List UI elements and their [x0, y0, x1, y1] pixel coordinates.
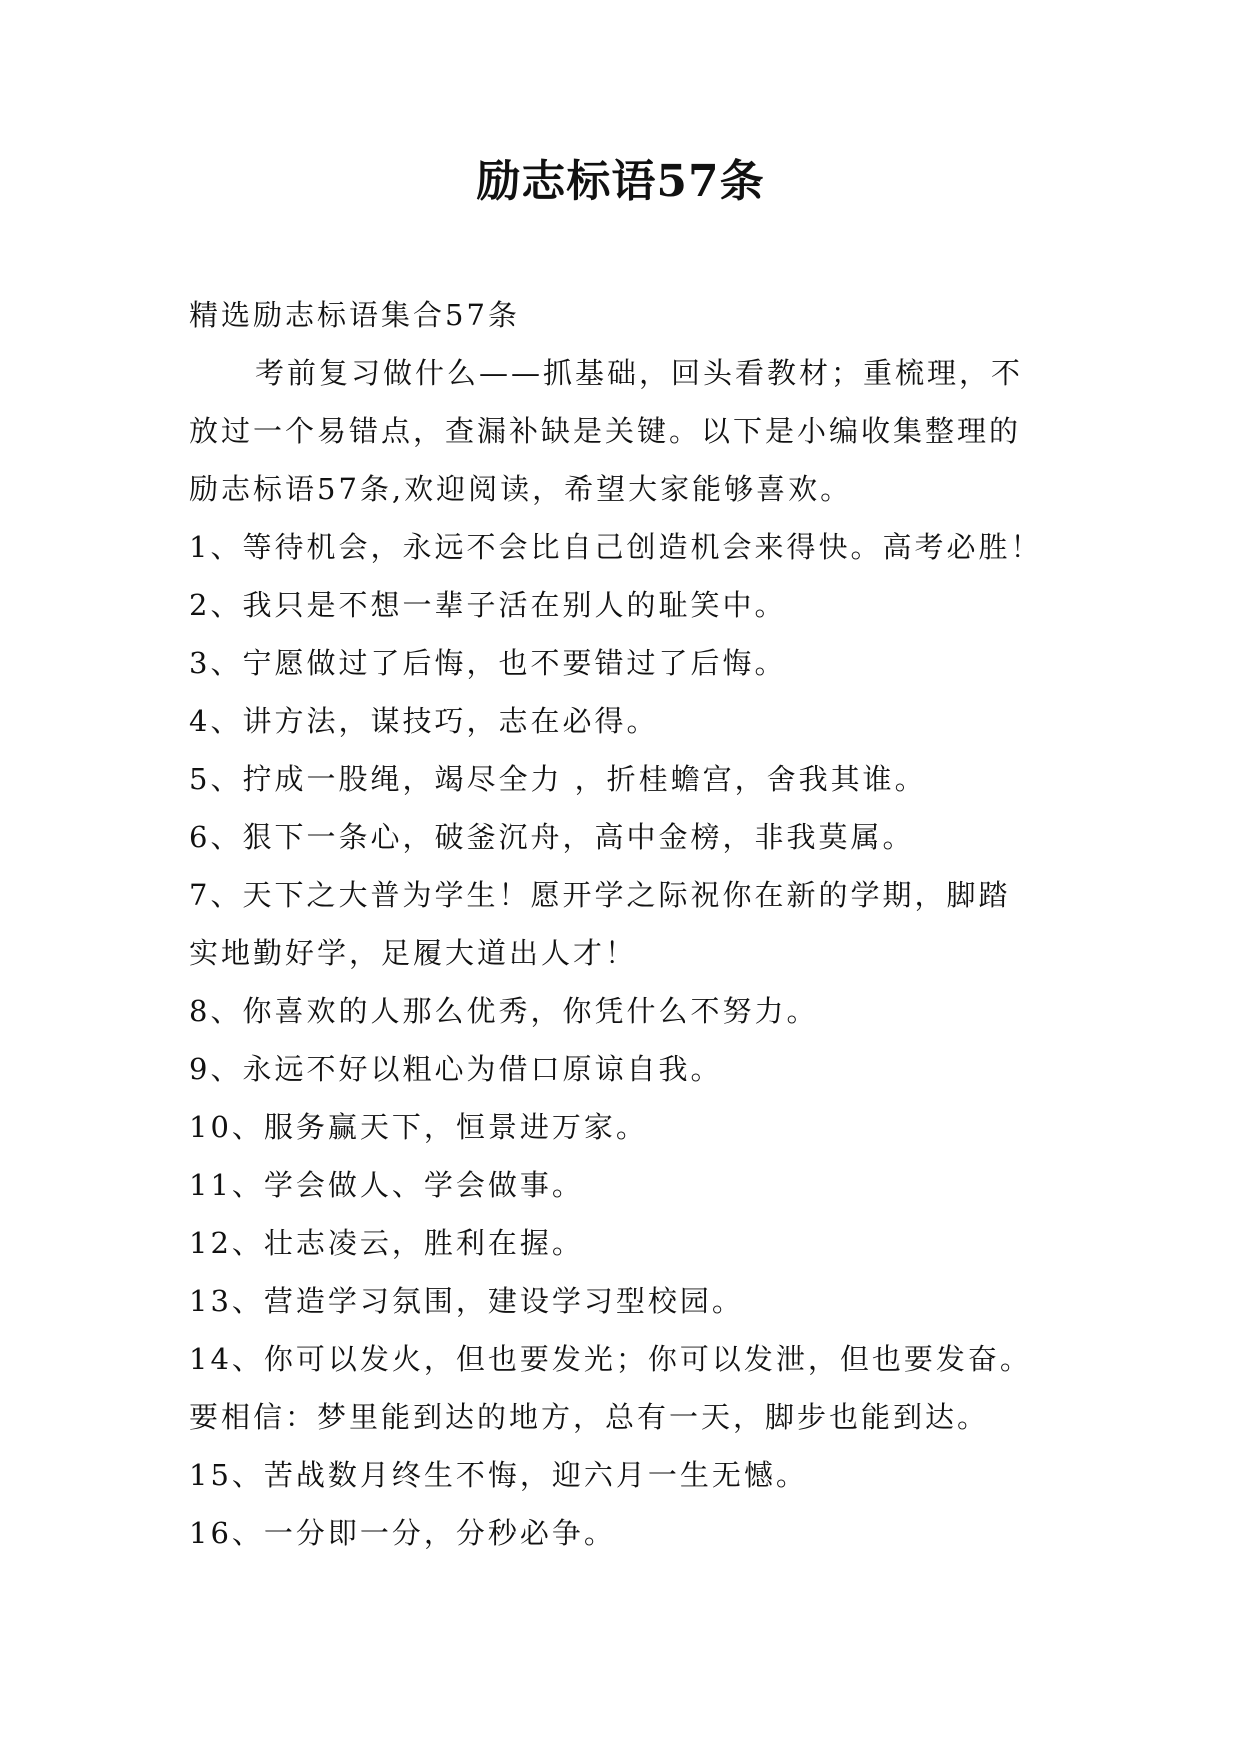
text-line: 16、一分即一分，分秒必争。: [189, 1516, 616, 1550]
text-line: 1、等待机会，永远不会比自己创造机会来得快。高考必胜！: [189, 530, 1043, 564]
text-line: 11、学会做人、学会做事。: [189, 1168, 584, 1202]
text-line: 要相信：梦里能到达的地方，总有一天，脚步也能到达。: [189, 1400, 990, 1434]
text-line: 2、我只是不想一辈子活在别人的耻笑中。: [189, 588, 787, 622]
document-title: 励志标语57条: [476, 156, 765, 207]
text-line: 12、壮志凌云，胜利在握。: [189, 1226, 584, 1260]
text-line: 精选励志标语集合57条: [189, 298, 520, 332]
text-line: 13、营造学习氛围，建设学习型校园。: [189, 1284, 744, 1318]
text-line: 考前复习做什么——抓基础，回头看教材；重梳理，不: [255, 356, 1024, 390]
text-line: 放过一个易错点，查漏补缺是关键。以下是小编收集整理的: [189, 414, 1022, 448]
document-body: [189, 286, 1089, 1562]
text-line: 实地勤好学，足履大道出人才！: [189, 936, 638, 970]
text-line: 14、你可以发火，但也要发光；你可以发泄，但也要发奋。: [189, 1342, 1032, 1376]
text-line: 7、天下之大普为学生！愿开学之际祝你在新的学期，脚踏: [189, 878, 1011, 912]
text-line: 3、宁愿做过了后悔，也不要错过了后悔。: [189, 646, 787, 680]
text-line: 10、服务赢天下，恒景进万家。: [189, 1110, 648, 1144]
text-line: 15、苦战数月终生不悔，迎六月一生无憾。: [189, 1458, 808, 1492]
text-line: 励志标语57条,欢迎阅读，希望大家能够喜欢。: [189, 472, 853, 506]
text-line: 8、你喜欢的人那么优秀，你凭什么不努力。: [189, 994, 819, 1028]
text-line: 9、永远不好以粗心为借口原谅自我。: [189, 1052, 723, 1086]
text-line: 5、拧成一股绳，竭尽全力 ，折桂蟾宫，舍我其谁。: [189, 762, 927, 796]
text-line: 4、讲方法，谋技巧，志在必得。: [189, 704, 659, 738]
text-line: 6、狠下一条心，破釜沉舟，高中金榜，非我莫属。: [189, 820, 915, 854]
